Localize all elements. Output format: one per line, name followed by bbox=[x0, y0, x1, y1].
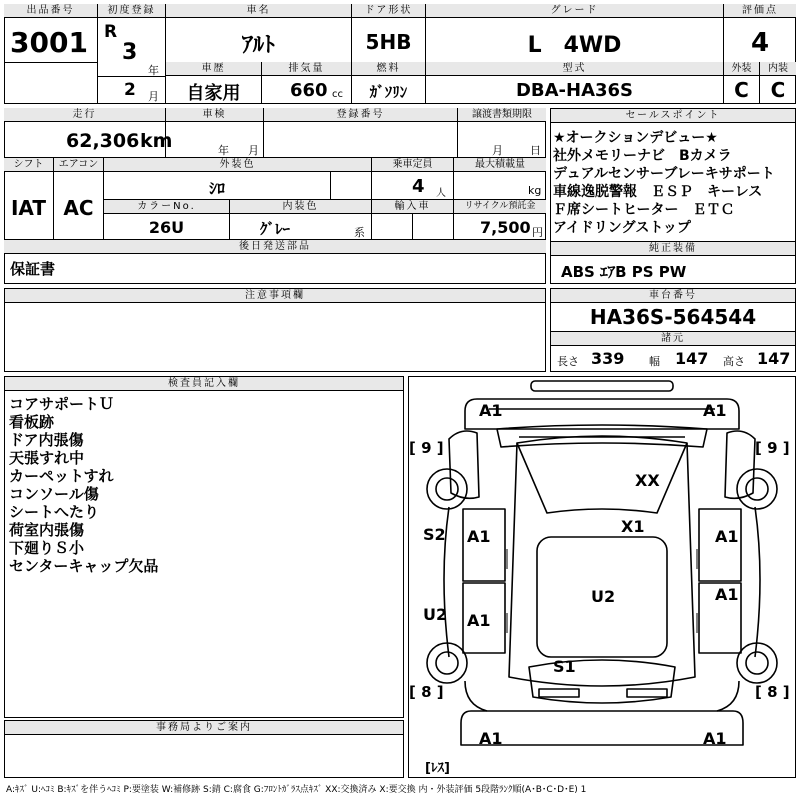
interior-grade: C bbox=[770, 78, 786, 102]
mileage-unit: km bbox=[140, 130, 173, 152]
capacity-label: 乗車定員 bbox=[372, 158, 453, 172]
damage-right-rear-door: A1 bbox=[715, 585, 739, 604]
fuel: ｶﾞｿﾘﾝ bbox=[369, 83, 408, 101]
max-load-unit: kg bbox=[528, 184, 542, 197]
reg-year: 3 bbox=[122, 40, 138, 65]
height-label: 高さ bbox=[723, 355, 745, 368]
legend-footer: A:ｷｽﾞ U:ﾍｺﾐ B:ｷｽﾞを伴うﾍｺﾐ P:要塗装 W:補修跡 S:錆 C:腐食 G:ﾌﾛﾝﾄｶﾞﾗｽ点ｷｽﾞ XX:交換済み X:要交換 内・外装評価 5段階ﾗﾝｸ順(A･B･C･D･E) 1 bbox=[6, 785, 587, 795]
displacement-unit: cc bbox=[332, 89, 343, 100]
transfer-deadline-label: 譲渡書類期限 bbox=[458, 108, 546, 122]
displacement-label: 排気量 bbox=[262, 62, 351, 76]
grade-section bbox=[426, 4, 724, 62]
transfer-day-unit: 日 bbox=[530, 144, 541, 157]
chassis-block bbox=[550, 288, 796, 372]
chassis-label: 車台番号 bbox=[551, 289, 795, 303]
equipment-value: ABS ｴｱB PS PW bbox=[561, 263, 687, 281]
width-label: 幅 bbox=[649, 355, 660, 368]
score: 4 bbox=[750, 28, 770, 58]
inspection-month-unit: 月 bbox=[248, 144, 259, 157]
score-section bbox=[724, 4, 796, 62]
history-section bbox=[166, 62, 262, 104]
sales-point-line: ★オークションデビュー★ bbox=[553, 130, 718, 146]
later-parts-value: 保証書 bbox=[10, 260, 56, 278]
door-section bbox=[352, 4, 426, 62]
reg-number-label: 登録番号 bbox=[264, 108, 457, 122]
ac-label: エアコン bbox=[54, 158, 103, 172]
first-registration-section bbox=[98, 4, 166, 104]
sales-points-block bbox=[550, 108, 796, 284]
ext-color-label: 外装色 bbox=[104, 158, 371, 172]
car-damage-diagram bbox=[408, 376, 796, 778]
int-color-section bbox=[230, 200, 372, 240]
damage-rear-right: A1 bbox=[703, 729, 727, 748]
color-no: 26U bbox=[148, 218, 185, 237]
int-color: ｸﾞﾚｰ bbox=[260, 220, 291, 238]
recycle-label: リサイクル預託金 bbox=[454, 200, 546, 214]
spare-tire-less: [ﾚｽ] bbox=[425, 761, 450, 776]
grade-label: グレード bbox=[426, 4, 723, 18]
inspector-note: 看板跡 bbox=[9, 413, 55, 431]
tire-rear-right: [ 8 ] bbox=[755, 683, 790, 701]
height-value: 147 bbox=[757, 349, 791, 368]
inspector-label: 検査員記入欄 bbox=[5, 377, 403, 391]
transfer-deadline-section bbox=[458, 108, 546, 158]
reg-month-unit: 月 bbox=[148, 90, 159, 103]
lot-number-label: 出品番号 bbox=[4, 4, 97, 18]
inspection-year-unit: 年 bbox=[218, 144, 229, 157]
ext-color-section bbox=[104, 158, 372, 200]
reg-year-unit: 年 bbox=[148, 64, 159, 77]
color-no-label: カラーNo. bbox=[104, 200, 229, 214]
later-parts-label: 後日発送部品 bbox=[4, 240, 546, 254]
max-load-section bbox=[454, 158, 546, 200]
exterior-grade: C bbox=[734, 78, 749, 102]
damage-rear-gate: S1 bbox=[553, 657, 576, 676]
inspector-note: シートへたり bbox=[9, 503, 100, 521]
score-label: 評価点 bbox=[724, 4, 796, 18]
dimensions-label: 諸元 bbox=[551, 332, 795, 346]
tire-rear-left: [ 8 ] bbox=[409, 683, 444, 701]
car-outline-svg bbox=[409, 377, 795, 777]
displacement: 660 bbox=[290, 80, 328, 101]
car-name: ｱﾙﾄ bbox=[241, 33, 275, 58]
damage-left-rear-door: A1 bbox=[467, 611, 491, 630]
sales-point-line: 車線逸脱警報 ＥＳＰ キーレス bbox=[553, 184, 763, 200]
fuel-label: 燃料 bbox=[352, 62, 425, 76]
history: 自家用 bbox=[186, 83, 241, 104]
recycle-deposit: 7,500 bbox=[480, 218, 531, 237]
sales-points-list bbox=[553, 129, 775, 237]
model-label: 型式 bbox=[426, 62, 723, 76]
length-label: 長さ bbox=[557, 355, 579, 368]
chassis-number: HA36S-564544 bbox=[589, 305, 757, 329]
mileage: 62,306 bbox=[66, 130, 140, 152]
office-block bbox=[4, 720, 404, 778]
width-value: 147 bbox=[675, 349, 709, 368]
notes-block bbox=[4, 288, 546, 372]
sales-point-line: アイドリングストップ bbox=[553, 220, 691, 236]
recycle-section bbox=[454, 200, 546, 240]
shift-section bbox=[4, 158, 54, 240]
era: R bbox=[104, 22, 118, 42]
recycle-unit: 円 bbox=[532, 226, 543, 239]
shift: IAT bbox=[10, 196, 46, 220]
tire-front-right: [ 9 ] bbox=[755, 439, 790, 457]
length-value: 339 bbox=[591, 349, 625, 368]
history-label: 車歴 bbox=[166, 62, 261, 76]
damage-front-left: A1 bbox=[479, 401, 503, 420]
damage-windshield: XX bbox=[635, 471, 660, 490]
max-load-label: 最大積載量 bbox=[454, 158, 546, 172]
interior-grade-section bbox=[760, 62, 796, 104]
door-label: ドア形状 bbox=[352, 4, 425, 18]
damage-rear-left: A1 bbox=[479, 729, 503, 748]
grade: L 4WD bbox=[527, 33, 622, 58]
equipment-label: 純正装備 bbox=[551, 242, 795, 256]
interior-label: 内装 bbox=[760, 62, 796, 76]
notes-label: 注意事項欄 bbox=[5, 289, 545, 303]
lot-number: 3001 bbox=[10, 26, 88, 59]
inspector-notes-list bbox=[9, 395, 158, 575]
inspector-note: 下廻りＳ小 bbox=[9, 539, 85, 557]
first-reg-label: 初度登録 bbox=[98, 4, 165, 18]
capacity-unit: 人 bbox=[436, 188, 446, 199]
color-no-section bbox=[104, 200, 230, 240]
inspector-note: 荷室内張傷 bbox=[9, 521, 85, 539]
damage-left-rear-side: U2 bbox=[423, 605, 448, 624]
damage-left-front-side: S2 bbox=[423, 525, 446, 544]
inspector-note: コアサポートＵ bbox=[9, 395, 115, 413]
mileage-section bbox=[4, 108, 173, 158]
damage-right-front-door: A1 bbox=[715, 527, 739, 546]
car-name-label: 車名 bbox=[166, 4, 351, 18]
int-color-label: 内装色 bbox=[230, 200, 371, 214]
ac: AC bbox=[63, 196, 94, 220]
import-section bbox=[372, 200, 454, 240]
damage-front-right: A1 bbox=[703, 401, 727, 420]
transfer-month-unit: 月 bbox=[492, 144, 503, 157]
damage-roof: U2 bbox=[591, 587, 616, 606]
capacity: 4 bbox=[412, 176, 425, 197]
reg-month: 2 bbox=[124, 80, 136, 100]
ext-color: ｼﾛ bbox=[208, 179, 225, 198]
inspection-label: 車検 bbox=[166, 108, 263, 122]
inspection-section bbox=[166, 108, 264, 158]
damage-windshield-chip: X1 bbox=[621, 517, 645, 536]
capacity-section bbox=[372, 158, 454, 200]
model: DBA-HA36S bbox=[515, 80, 634, 101]
inspector-note: コンソール傷 bbox=[9, 485, 99, 503]
office-label: 事務局よりご案内 bbox=[5, 721, 403, 735]
exterior-grade-section bbox=[724, 62, 760, 104]
exterior-label: 外装 bbox=[724, 62, 759, 76]
sales-points-label: セールスポイント bbox=[551, 109, 795, 123]
tire-front-left: [ 9 ] bbox=[409, 439, 444, 457]
import-label: 輸入車 bbox=[372, 200, 453, 214]
inspector-block bbox=[4, 376, 404, 718]
later-parts-section bbox=[4, 240, 546, 284]
inspector-note: センターキャップ欠品 bbox=[9, 557, 159, 575]
inspector-note: 天張すれ中 bbox=[9, 449, 85, 467]
displacement-section bbox=[262, 62, 352, 104]
sales-point-line: 社外メモリーナビ Bカメラ bbox=[553, 148, 732, 164]
door-type: 5HB bbox=[365, 30, 412, 54]
ac-section bbox=[54, 158, 104, 240]
sales-point-line: Ｆ席シートヒーター ＥＴＣ bbox=[553, 202, 735, 218]
inspector-note: ドア内張傷 bbox=[9, 431, 84, 449]
int-color-unit: 系 bbox=[354, 226, 365, 239]
lot-number-section bbox=[4, 4, 98, 104]
fuel-section bbox=[352, 62, 426, 104]
mileage-label: 走行 bbox=[4, 108, 165, 122]
sales-point-line: デュアルセンサーブレーキサポート bbox=[553, 166, 775, 182]
model-section bbox=[426, 62, 724, 104]
shift-label: シフト bbox=[4, 158, 53, 172]
inspector-note: カーペットすれ bbox=[9, 467, 114, 485]
damage-left-front-door: A1 bbox=[467, 527, 491, 546]
car-name-section bbox=[166, 4, 352, 62]
reg-number-section bbox=[264, 108, 458, 158]
